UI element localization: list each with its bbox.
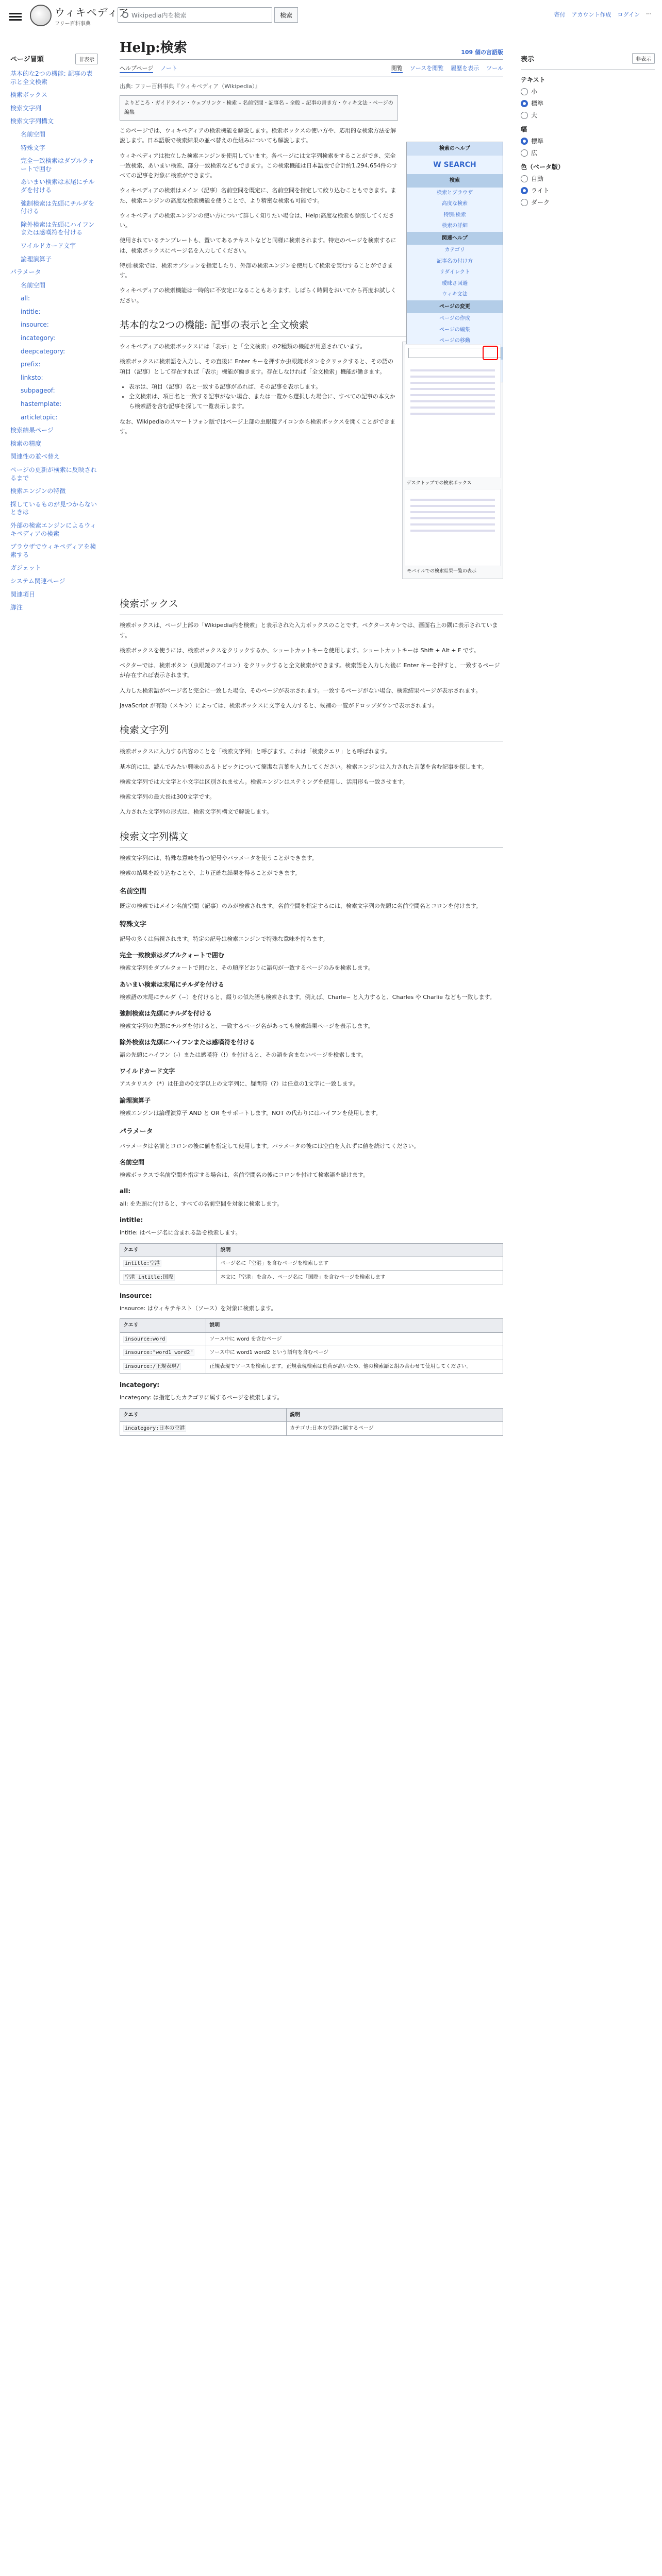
toc-link[interactable]: articletopic: <box>21 413 58 421</box>
toc-link[interactable]: 名前空間 <box>21 281 46 289</box>
table-cell: カテゴリ:日本の空港に属するページ <box>287 1422 503 1436</box>
section-heading-syntax: 検索文字列構文 <box>120 828 503 848</box>
table-cell <box>120 1270 217 1284</box>
table-header-cell: 説明 <box>206 1319 503 1333</box>
heading-incategory: incategory: <box>120 1381 160 1389</box>
intro-para-1: このページでは、ウィキペディアの検索機能を解説します。検索ボックスの使い方や、応用的な検索方法を解説します。日本語版で検索結果の並べ替えの仕組みについても解説します。 <box>120 127 396 144</box>
heading-logic: 論理演算子 <box>120 1096 151 1104</box>
special-chars-para: 記号の多くは無視されます。特定の記号は検索エンジンで特殊な意味を持ちます。 <box>120 936 328 943</box>
page-tabs <box>120 64 503 77</box>
insource-para: insource: はウィキテキスト（ソース）を対象に検索します。 <box>120 1305 277 1312</box>
toc-link[interactable]: 論理演算子 <box>21 255 52 263</box>
toc-item[interactable] <box>0 218 103 240</box>
toc-link[interactable]: ブラウザでウィキペディアを検索する <box>10 543 96 558</box>
toc-item[interactable] <box>0 540 103 562</box>
table-row <box>120 1422 503 1436</box>
sec2-para-4: 入力した検索語がページ名と完全に一致した場合、そのページが表示されます。一致するページがない場合、検索結果ページが表示されます。 <box>120 687 482 694</box>
intro-para-6: 特別:検索では、検索オプションを指定したり、外部の検索エンジンを使用して検索を実行することができます。 <box>120 262 393 279</box>
appearance-panel <box>521 49 655 210</box>
language-button[interactable]: 109 個の言語版 <box>461 49 503 56</box>
logic-para: 検索エンジンは論理演算子 AND と OR をサポートします。NOT の代わりにはハイフンを使用します。 <box>120 1109 382 1116</box>
navbox-link[interactable]: ウィキ文法 <box>442 292 468 297</box>
search-icon <box>122 12 128 18</box>
exclude-para: 語の先頭にハイフン（-）または感嘆符（!）を付けると、その語を含まないページを検索します。 <box>120 1052 367 1059</box>
toc-item[interactable] <box>0 411 103 425</box>
table-header-row <box>120 1243 503 1257</box>
color-option[interactable] <box>521 174 655 183</box>
navbox-link[interactable]: 検索とブラウザ <box>437 190 473 196</box>
text-size-option[interactable] <box>521 99 655 108</box>
width-option-label: 広 <box>531 149 538 157</box>
width-label: 幅 <box>521 126 527 133</box>
toc-link[interactable]: 検索ボックス <box>10 91 47 99</box>
heading-insource: insource: <box>120 1292 152 1300</box>
radio-icon[interactable] <box>521 112 528 119</box>
toc-item[interactable] <box>0 437 103 451</box>
heading-intitle: intitle: <box>120 1216 143 1224</box>
query-code: insource:word <box>123 1336 167 1343</box>
toc-item[interactable] <box>0 519 103 540</box>
sec4-para-2: 検索の結果を絞り込むことや、より正確な結果を得ることができます。 <box>120 870 301 877</box>
table-header-cell: 説明 <box>217 1243 503 1257</box>
color-option[interactable] <box>521 198 655 207</box>
sec2-para-1: 検索ボックスは、ページ上部の「Wikipedia内を検索」と表示された入力ボックスのことです。ベクタースキンでは、画面右上の隅に表示されています。 <box>120 622 498 639</box>
toc-link[interactable]: ページの更新が検索に反映されるまで <box>10 466 97 482</box>
force-para: 検索文字列の先頭にチルダを付けると、一致するページ名があっても検索結果ページを表示します。 <box>120 1022 374 1029</box>
search-placeholder: Wikipedia内を検索 <box>131 11 187 19</box>
table-cell <box>120 1360 206 1374</box>
toc-link[interactable]: 探しているものが見つからないときは <box>10 500 97 516</box>
toc-item[interactable] <box>0 450 103 464</box>
navbox-link[interactable]: 記事名の付け方 <box>437 258 473 264</box>
intro-para-3: ウィキペディアの検索はメイン（記事）名前空間を既定に、名前空間を指定して絞り込むこともできます。また、検索エンジンの高度な検索機能を使うことで、より精密な検索も可能です。 <box>120 187 396 204</box>
section-heading-basic: 基本的な2つの機能: 記事の表示と全文検索 <box>120 317 503 336</box>
mobile-screenshot-caption: モバイルでの検索結果一覧の表示 <box>407 568 477 574</box>
heading-wildcard: ワイルドカード文字 <box>120 1067 175 1075</box>
toc-item[interactable] <box>0 464 103 485</box>
toc-link[interactable]: 基本的な2つの機能: 記事の表示と全文検索 <box>10 70 93 86</box>
toc-link[interactable]: 検索結果ページ <box>10 427 54 434</box>
toc-link[interactable]: deepcategory: <box>21 347 65 355</box>
intro-para-4: ウィキペディアの検索エンジンの使い方について詳しく知りたい場合は、Help:高度な検索も参照してください。 <box>120 212 394 229</box>
heading-fuzzy: あいまい検索は末尾にチルダを付ける <box>120 980 224 988</box>
toc-link[interactable]: prefix: <box>21 361 41 368</box>
sec3-para-2: 基本的には、読んでみたい興味のあるトピックについて簡潔な言葉を入力してください。検索エンジンは入力された言葉を含む記事を探します。 <box>120 763 487 770</box>
width-option[interactable] <box>521 148 655 157</box>
parameters-para: パラメータは名前とコロンの後に値を指定して使用します。パラメータの後には空白を入れずに値を続けてください。 <box>120 1142 420 1149</box>
toc-link[interactable]: 脚注 <box>10 604 23 612</box>
navbox-link[interactable]: 検索の詳細 <box>442 223 468 229</box>
navbox-link[interactable]: ページの移動 <box>439 338 470 344</box>
toc-item[interactable] <box>0 253 103 266</box>
toc-link[interactable]: 強制検索は先頭にチルダを付ける <box>21 199 94 215</box>
navbox-link[interactable]: 特別:検索 <box>443 212 466 218</box>
breadcrumb: よりどころ・ガイドライン・ウェブリンク・検索 – 名前空間・記事名 – 全般 – 記事の書き方・ウィキ文法・ページの編集 <box>120 95 398 121</box>
table-row <box>120 1270 503 1284</box>
tab-history[interactable]: 履歴を表示 <box>451 65 479 72</box>
color-option-label: ダーク <box>531 199 550 206</box>
table-row <box>120 1346 503 1360</box>
sec1-para-3: なお、Wikipediaのスマートフォン版ではページ上部の虫眼鏡アイコンから検索ボックスを開くことができます。 <box>120 418 395 435</box>
toc-link[interactable]: システム関連ページ <box>10 577 65 585</box>
sec4-para-1: 検索文字列には、特殊な意味を持つ記号やパラメータを使うことができます。 <box>120 854 318 861</box>
toc-item[interactable] <box>0 142 103 155</box>
toc-item[interactable] <box>0 498 103 519</box>
toc-link[interactable]: パラメータ <box>10 268 41 276</box>
create-account-link[interactable]: アカウント作成 <box>571 11 611 18</box>
toc-link[interactable]: ガジェット <box>10 564 41 572</box>
logo[interactable] <box>30 4 129 27</box>
navbox-link[interactable]: ページの編集 <box>439 327 470 333</box>
tab-read[interactable]: 閲覧 <box>391 64 403 73</box>
section-heading-search-string: 検索文字列 <box>120 722 503 741</box>
toc-item[interactable] <box>0 332 103 345</box>
radio-icon[interactable] <box>521 175 528 182</box>
user-links <box>554 10 652 19</box>
toc-item[interactable] <box>0 588 103 602</box>
heading-force: 強制検索は先頭にチルダを付ける <box>120 1009 212 1017</box>
color-option[interactable] <box>521 186 655 195</box>
text-size-label: テキスト <box>521 76 545 83</box>
appearance-hide-button[interactable]: 非表示 <box>632 53 655 64</box>
table-header-row <box>120 1319 503 1333</box>
toc-item[interactable] <box>0 306 103 319</box>
toc-link[interactable]: hastemplate: <box>21 400 62 408</box>
heading-special-chars: 特殊文字 <box>120 921 147 929</box>
table-row <box>120 1332 503 1346</box>
toc-item[interactable] <box>0 384 103 398</box>
page-title: Help:検索 <box>120 40 187 56</box>
insource-table <box>120 1318 503 1374</box>
toc-link[interactable]: 名前空間 <box>21 130 46 138</box>
toc-item[interactable] <box>0 67 103 89</box>
sec1-bullet-view: • 表示は、項目（記事）名と一致する記事があれば、その記事を表示します。 <box>129 382 503 392</box>
radio-icon[interactable] <box>521 138 528 145</box>
heading-exact-match: 完全一致検索はダブルクォートで囲む <box>120 952 224 959</box>
toc-link[interactable]: 検索文字列 <box>10 104 42 112</box>
table-row <box>120 1360 503 1374</box>
toc-link[interactable]: incategory: <box>21 334 56 342</box>
incategory-para: incategory: は指定したカテゴリに属するページを検索します。 <box>120 1394 283 1401</box>
navbox-link[interactable]: カテゴリ <box>444 247 465 253</box>
heading-param-namespace: 名前空間 <box>120 1158 145 1166</box>
text-size-option-label: 大 <box>531 112 538 119</box>
toc-item[interactable] <box>0 292 103 306</box>
toc-list <box>0 67 103 615</box>
toc-link[interactable]: 除外検索は先頭にハイフンまたは感嘆符を付ける <box>21 221 95 236</box>
table-cell <box>120 1422 287 1436</box>
table-row <box>120 1257 503 1271</box>
toc-item[interactable] <box>0 102 103 115</box>
radio-icon[interactable] <box>521 187 528 194</box>
table-cell: 正規表現でソースを検索します。正規表現検索は負荷が高いため、他の検索語と組み合わせて使用してください。 <box>206 1360 503 1374</box>
sec1-para-2: 検索ボックスに検索語を入力し、その直後に Enter キーを押すか虫眼鏡ボタンをクリックすると、その語の項目（記事）として存在すれば「表示」機能が働きます。存在しなければ「全文検索」機能が働きます。 <box>120 358 393 375</box>
toc-item[interactable] <box>0 176 103 197</box>
toc-link[interactable]: 関連性の並べ替え <box>10 453 60 461</box>
query-code: 空港 intitle:国際 <box>123 1274 175 1281</box>
table-header-cell: 説明 <box>287 1408 503 1422</box>
toc-item[interactable] <box>0 279 103 293</box>
search-input[interactable] <box>118 7 272 23</box>
tab-talk[interactable]: ノート <box>160 65 178 72</box>
query-code: intitle:空港 <box>123 1260 161 1267</box>
heading-parameters: パラメータ <box>120 1127 153 1136</box>
table-header-cell: クエリ <box>120 1408 287 1422</box>
incategory-table <box>120 1408 503 1436</box>
navbox-section-title: ページの変更 <box>407 300 503 314</box>
tab-tools[interactable]: ツール <box>486 65 503 72</box>
radio-icon[interactable] <box>521 199 528 206</box>
toc-link[interactable]: 外部の検索エンジンによるウィキペディアの検索 <box>10 521 96 537</box>
logo-title: ウィキペディア <box>55 6 129 19</box>
query-code: insource:"word1 word2" <box>123 1349 194 1356</box>
from-line: 出典: フリー百科事典『ウィキペディア（Wikipedia）』 <box>120 83 261 90</box>
toc-hide-button[interactable]: 非表示 <box>75 54 98 64</box>
logo-subtitle: フリー百科事典 <box>55 21 91 27</box>
query-code: incategory:日本の空港 <box>123 1425 186 1432</box>
toc-link[interactable]: linksto: <box>21 374 43 381</box>
toc-item[interactable] <box>0 424 103 437</box>
color-option-label: ライト <box>531 187 550 194</box>
search-button[interactable]: 検索 <box>274 7 298 23</box>
menu-icon[interactable] <box>9 11 22 22</box>
sec3-para-5: 入力された文字列の形式は、検索文字列構文で解説します。 <box>120 808 273 816</box>
namespace-para: 既定の検索ではメイン名前空間（記事）のみが検索されます。名前空間を指定するには、検索文字列の先頭に名前空間名とコロンを付けます。 <box>120 903 482 910</box>
toc-link[interactable]: subpageof: <box>21 387 55 395</box>
appearance-title: 表示 <box>521 56 535 63</box>
radio-icon[interactable] <box>521 100 528 107</box>
param-namespace-para: 検索ボックスで名前空間を指定する場合は、名前空間名の後にコロンを付けて検索語を続けます。 <box>120 1171 369 1178</box>
screenshot-image <box>405 344 501 478</box>
toc-item[interactable] <box>0 318 103 332</box>
query-code: insource:/正規表現/ <box>123 1363 181 1370</box>
table-header-cell: クエリ <box>120 1319 206 1333</box>
table-header-cell: クエリ <box>120 1243 217 1257</box>
mobile-screenshot-image <box>405 489 501 566</box>
intro-para-7: ウィキペディアの検索機能は一時的に不安定になることもあります。しばらく時間をおいてから再度お試しください。 <box>120 287 396 304</box>
navbox-section-title: 関連ヘルプ <box>407 232 503 245</box>
intitle-para: intitle: はページ名に含まれる語を検索します。 <box>120 1229 241 1236</box>
donate-link[interactable]: 寄付 <box>554 11 566 18</box>
toc-title: ページ冒頭 非表示 <box>10 54 103 63</box>
more-icon[interactable]: ⋯ <box>646 10 652 17</box>
sec3-para-1: 検索ボックスに入力する内容のことを「検索文字列」と呼びます。これは「検索クエリ」とも呼ばれます。 <box>120 748 391 755</box>
toc-item[interactable] <box>0 562 103 575</box>
sec1-para-1: ウィキペディアの検索ボックスには「表示」と「全文検索」の2種類の機能が用意されています。 <box>120 343 366 350</box>
toc-link[interactable]: insource: <box>21 321 49 329</box>
exact-match-para: 検索文字列をダブルクォートで囲むと、その順序どおりに語句が一致するページのみを検索します。 <box>120 964 374 972</box>
fuzzy-para: 検索語の末尾にチルダ（~）を付けると、綴りの似た語も検索されます。例えば、Charle~ と入力すると、Charles や Charlie なども一致します。 <box>120 993 495 1001</box>
globe-logo-icon <box>30 5 52 26</box>
toc-item[interactable] <box>0 345 103 359</box>
search-screenshot <box>402 342 503 579</box>
toc-link[interactable]: 検索の精度 <box>10 439 42 447</box>
table-cell: ソース中に word を含むページ <box>206 1332 503 1346</box>
text-size-option[interactable] <box>521 87 655 96</box>
intitle-table <box>120 1243 503 1285</box>
table-header-row <box>120 1408 503 1422</box>
main-content <box>120 37 503 1442</box>
toc-link[interactable]: 特殊文字 <box>21 144 46 151</box>
text-size-option[interactable] <box>521 111 655 120</box>
toc-link[interactable]: intitle: <box>21 308 41 315</box>
table-cell: ページ名に「空港」を含むページを検索します <box>217 1257 503 1271</box>
text-size-option-label: 標準 <box>531 100 544 107</box>
heading-exclude: 除外検索は先頭にハイフンまたは感嘆符を付ける <box>120 1039 256 1046</box>
toc-item[interactable] <box>0 266 103 279</box>
sec2-para-3: ベクターでは、検索ボタン（虫眼鏡のアイコン）をクリックすると全文検索ができます。検索語を入力した後に Enter キーを押すと、一致するページが存在すれば表示されます。 <box>120 662 500 679</box>
sec3-para-3: 検索文字列では大文字と小文字は区別されません。検索エンジンはステミングを使用し、活用形も一致させます。 <box>120 778 408 785</box>
search-form <box>118 7 298 23</box>
toc-item[interactable] <box>0 371 103 385</box>
navbox-logo: W SEARCH <box>433 160 476 169</box>
width-option[interactable] <box>521 137 655 145</box>
table-cell <box>120 1332 206 1346</box>
navbox-link[interactable]: リダイレクト <box>439 269 470 275</box>
toc-item[interactable] <box>0 155 103 176</box>
text-size-option-label: 小 <box>531 88 538 95</box>
toc-link[interactable]: 検索文字列構文 <box>10 117 54 125</box>
table-cell: 本文に「空港」を含み、ページ名に「国際」を含むページを検索します <box>217 1270 503 1284</box>
color-label: 色（ベータ版） <box>521 163 565 171</box>
toc-item[interactable] <box>0 128 103 142</box>
table-cell <box>120 1257 217 1271</box>
toc-item[interactable] <box>0 575 103 588</box>
intro-para-2: ウィキペディアは独立した検索エンジンを使用しています。各ページには文字列検索をすることができ、完全一致検索、あいまい検索、部分一致検索などもできます。この検索機能は日本語版で合計約1,294,654件のすべての記事を対象に検索ができます。 <box>120 152 398 179</box>
login-link[interactable]: ログイン <box>617 11 640 18</box>
toc-item[interactable] <box>0 240 103 253</box>
toc-link[interactable]: 関連項目 <box>10 590 36 598</box>
navbox-link[interactable]: ページの作成 <box>439 316 470 321</box>
navbox-link[interactable]: 高度な検索 <box>442 201 468 207</box>
sec2-para-2: 検索ボックスを使うには、検索ボックスをクリックするか、ショートカットキーを使用します。ショートカットキーは Shift + Alt + F です。 <box>120 647 479 654</box>
radio-icon[interactable] <box>521 149 528 157</box>
toc-item[interactable] <box>0 115 103 128</box>
toc-item[interactable] <box>0 197 103 218</box>
all-para: all: を先頭に付けると、すべての名前空間を対象に検索します。 <box>120 1200 283 1208</box>
toc-item[interactable] <box>0 398 103 411</box>
radio-icon[interactable] <box>521 88 528 95</box>
toc-item[interactable] <box>0 601 103 615</box>
sec3-para-4: 検索文字列の最大長は300文字です。 <box>120 793 216 801</box>
toc-item[interactable] <box>0 89 103 102</box>
toc-link[interactable]: 完全一致検索はダブルクォートで囲む <box>21 157 94 173</box>
navbox-head: 検索のヘルプ <box>407 142 503 156</box>
intro-para-5: 使用されているテンプレートも、置いてあるテキストなどと同様に検索されます。特定のページを検索するには、検索ボックスにページ名を入力してください。 <box>120 237 396 254</box>
heading-namespace: 名前空間 <box>120 888 147 896</box>
toc-link[interactable]: ワイルドカード文字 <box>21 242 76 249</box>
header <box>0 0 662 37</box>
width-option-label: 標準 <box>531 138 544 145</box>
table-cell: ソース中に word1 word2 という語句を含むページ <box>206 1346 503 1360</box>
navbox-link[interactable]: 曖昧さ回避 <box>442 280 468 286</box>
sec1-bullet-fulltext: • 全文検索は、項目名と一致する記事がない場合、または一覧から選択した場合に、すべての記事の本文から検索語を含む記事を探して一覧表示します。 <box>129 392 503 412</box>
navbox-section-title: 検索 <box>407 174 503 188</box>
heading-all: all: <box>120 1188 131 1195</box>
tab-view-source[interactable]: ソースを閲覧 <box>409 65 444 72</box>
color-option-label: 自動 <box>531 175 544 182</box>
toc-link[interactable]: 検索エンジンの特徴 <box>10 487 66 495</box>
sec2-para-5: JavaScript が有効（スキン）によっては、検索ボックスに文字を入力すると、候補の一覧がドロップダウンで表示されます。 <box>120 702 438 709</box>
toc-item[interactable] <box>0 358 103 371</box>
wildcard-para: アスタリスク（*）は任意の0文字以上の文字列に、疑問符（?）は任意の1文字に一致します。 <box>120 1080 359 1088</box>
section-heading-search-box: 検索ボックス <box>120 596 503 615</box>
toc-sidebar <box>0 49 103 615</box>
screenshot-caption: デスクトップでの検索ボックス <box>407 481 472 486</box>
table-cell <box>120 1346 206 1360</box>
toc-link[interactable]: all: <box>21 295 30 302</box>
toc-item[interactable] <box>0 485 103 498</box>
tab-help-page[interactable]: ヘルプページ <box>120 64 153 73</box>
toc-link[interactable]: あいまい検索は末尾にチルダを付ける <box>21 178 95 194</box>
